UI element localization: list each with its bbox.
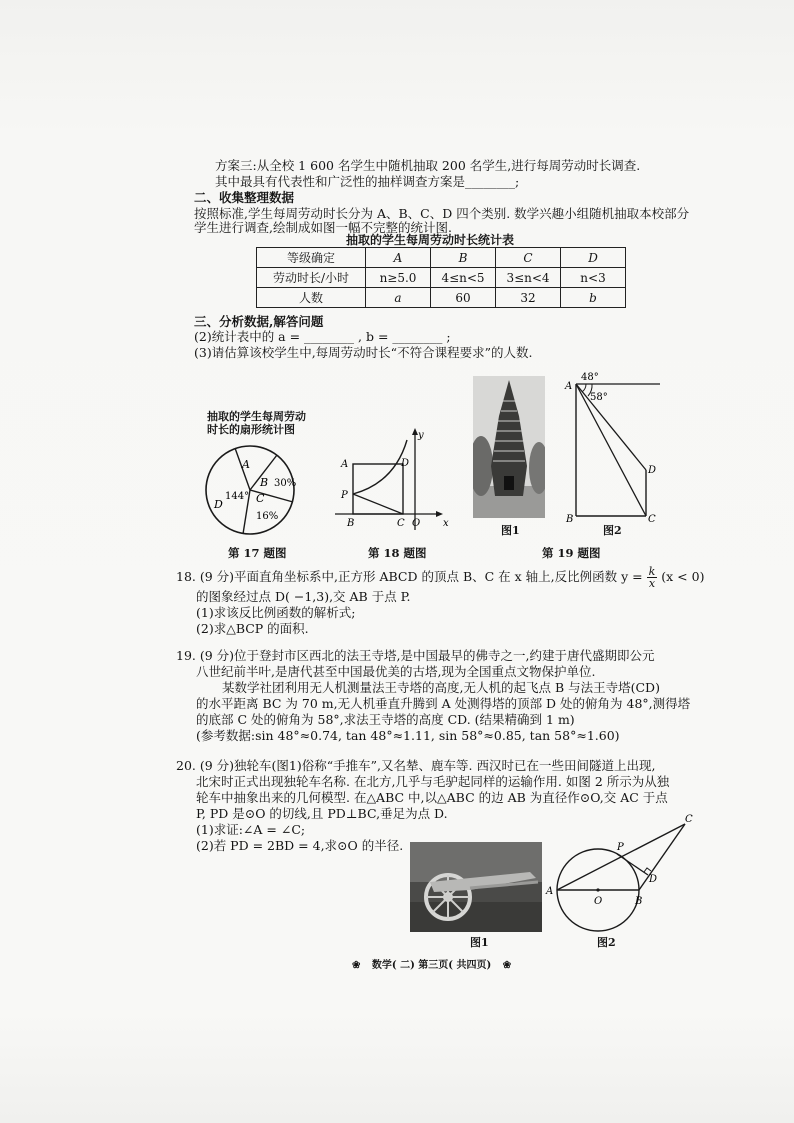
fig17-title-2: 时长的扇形统计图 (207, 423, 295, 436)
label-b: B (635, 896, 643, 907)
table-cell: n<3 (561, 268, 626, 288)
plan3-text: 方案三:从全校 1 600 名学生中随机抽取 200 名学生,进行每周劳动时长调查. (215, 158, 641, 173)
label-o: O (594, 896, 603, 907)
section3-q3: (3)请估算该校学生中,每周劳动时长“不符合课程要求”的人数. (194, 345, 533, 360)
q20-pic2-label: 图2 (597, 936, 616, 949)
table-cell: a (366, 288, 431, 308)
q18-line1 (176, 566, 704, 589)
label-a: A (565, 381, 573, 392)
label-d: D (648, 465, 657, 476)
q19-line1: 19. (9 分)位于登封市区西北的法王寺塔,是中国最早的佛寺之一,约建于唐代盛期即公元 (176, 648, 655, 663)
pie-label-c: C (256, 492, 265, 505)
label-b: B (566, 514, 574, 525)
table-row (257, 248, 626, 268)
frac-numerator: k (648, 565, 656, 578)
line-ad (576, 384, 646, 470)
label-o: O (412, 518, 421, 529)
q20-part2: (2)若 PD = 2BD = 4,求⊙O 的半径. (196, 838, 404, 853)
wheelbarrow-photo (410, 842, 542, 932)
table-row (257, 268, 626, 288)
pie-label-b: B (260, 476, 269, 489)
fig17-caption: 第 17 题图 (228, 546, 287, 560)
q19-line3: 某数学社团利用无人机测量法王寺塔的高度,无人机的起飞点 B 与法王寺塔(CD) (222, 680, 660, 695)
table-cell: 32 (496, 288, 561, 308)
line-ac (576, 384, 646, 516)
q18-line1a: 18. (9 分)平面直角坐标系中,正方形 ABCD 的顶点 B、C 在 x 轴上,反比例函数 y = (176, 569, 643, 584)
section2-line2: 学生进行调查,绘制成如图一幅不完整的统计图. (194, 220, 452, 235)
table-cell: n≥5.0 (366, 268, 431, 288)
table-cell: 4≤n<5 (431, 268, 496, 288)
label-a: A (341, 459, 349, 470)
label-p: P (617, 842, 624, 853)
pagoda-photo (473, 376, 545, 518)
label-y: y (418, 430, 424, 441)
pie-label-c-pct: 16% (256, 511, 279, 522)
label-c: C (685, 814, 693, 825)
pie-label-d-angle: 144° (225, 491, 250, 502)
stat-table (256, 247, 626, 308)
table-row (257, 288, 626, 308)
pie-label-a: A (242, 458, 250, 471)
footer (352, 958, 511, 973)
fig19-caption: 第 19 题图 (542, 546, 601, 560)
q19-line5: 的底部 C 处的俯角为 58°,求法王寺塔的高度 CD. (结果精确到 1 m) (196, 712, 575, 727)
angle-arc (582, 384, 586, 392)
label-d: D (401, 458, 410, 469)
fig19-diagram (560, 368, 670, 528)
fig17-title-1: 抽取的学生每周劳动 (207, 410, 306, 423)
table-cell: A (366, 248, 431, 268)
q20-line2: 北宋时正式出现独轮车名称. 在北方,几乎与毛驴起同样的运输作用. 如图 2 所示为从独 (196, 774, 670, 789)
q20-fig2-diagram (545, 812, 695, 932)
q18-part1: (1)求该反比例函数的解析式; (196, 605, 356, 620)
q19-line4: 的水平距离 BC 为 70 m,无人机垂直升腾到 A 处测得塔的顶部 D 处的俯角为 48°,测得塔 (196, 696, 691, 711)
table-cell: C (496, 248, 561, 268)
fig18-caption: 第 18 题图 (368, 546, 427, 560)
tangent-pd (617, 854, 648, 875)
fig17-pie-diagram (200, 440, 310, 540)
fig18-diagram (335, 422, 455, 537)
segment-pc (353, 494, 403, 514)
section2-title: 二、收集整理数据 (194, 190, 295, 205)
center-dot (596, 888, 599, 891)
label-d: D (649, 874, 658, 885)
label-a: A (546, 886, 554, 897)
flower-icon: ❀ (502, 960, 512, 971)
label-b: B (347, 518, 355, 529)
table-cell: 人数 (257, 288, 366, 308)
table-cell: 3≤n<4 (496, 268, 561, 288)
flower-icon: ❀ (352, 960, 361, 971)
q20-line1: 20. (9 分)独轮车(图1)俗称“手推车”,又名辇、鹿车等. 西汉时已在一些田间隧道上出现, (176, 758, 656, 773)
hyperbola-curve (353, 440, 410, 494)
table-cell: 等级确定 (257, 248, 366, 268)
label-c: C (397, 518, 405, 529)
table-cell: b (561, 288, 626, 308)
q20-line3: 轮车中抽象出来的几何模型. 在△ABC 中,以△ABC 的边 AB 为直径作⊙O,交 AC 于点 (196, 790, 668, 805)
q20-line4: P, PD 是⊙O 的切线,且 PD⊥BC,垂足为点 D. (196, 806, 448, 821)
frac-denominator: x (648, 577, 656, 590)
q20-pic1-label: 图1 (470, 936, 489, 949)
label-c: C (648, 514, 656, 525)
section3-title: 三、分析数据,解答问题 (194, 314, 324, 329)
square-abcd (353, 464, 403, 514)
pic1-label: 图1 (501, 524, 520, 537)
best-plan-text: 其中最具有代表性和广泛性的抽样调查方案是________; (215, 174, 520, 189)
q18-line1b: (x < 0) (661, 569, 705, 584)
pie-label-d: D (214, 498, 223, 511)
table-title: 抽取的学生每周劳动时长统计表 (346, 233, 515, 247)
table-cell: D (561, 248, 626, 268)
table-cell: B (431, 248, 496, 268)
section2-line1: 按照标准,学生每周劳动时长分为 A、B、C、D 四个类别. 数学兴趣小组随机抽取本校部分 (194, 206, 690, 221)
x-axis-arrow (436, 511, 443, 517)
label-x: x (443, 518, 449, 529)
label-p: P (341, 490, 348, 501)
q19-line6: (参考数据:sin 48°≈0.74, tan 48°≈1.11, sin 58°≈0.85, tan 58°≈1.60) (196, 728, 620, 743)
pic2-label: 图2 (603, 524, 622, 537)
section3-q2: (2)统计表中的 a = ________ , b = ________ ; (194, 329, 451, 344)
right-angle-mark (644, 868, 651, 872)
line-bc (639, 824, 685, 890)
table-cell: 劳动时长/小时 (257, 268, 366, 288)
q18-line2: 的图象经过点 D( −1,3),交 AB 于点 P. (196, 589, 411, 604)
label-angle-48: 48° (581, 372, 599, 383)
pie-label-b-pct: 30% (274, 478, 297, 489)
q18-part2: (2)求△BCP 的面积. (196, 621, 309, 636)
q20-part1: (1)求证:∠A = ∠C; (196, 822, 306, 837)
label-angle-58: 58° (590, 392, 608, 403)
footer-text: 数学( 二) 第三页( 共四页) (371, 960, 492, 971)
q18-fraction (647, 566, 658, 589)
q19-line2: 八世纪前半叶,是唐代甚至中国最优美的古塔,现为全国重点文物保护单位. (196, 664, 596, 679)
table-cell: 60 (431, 288, 496, 308)
